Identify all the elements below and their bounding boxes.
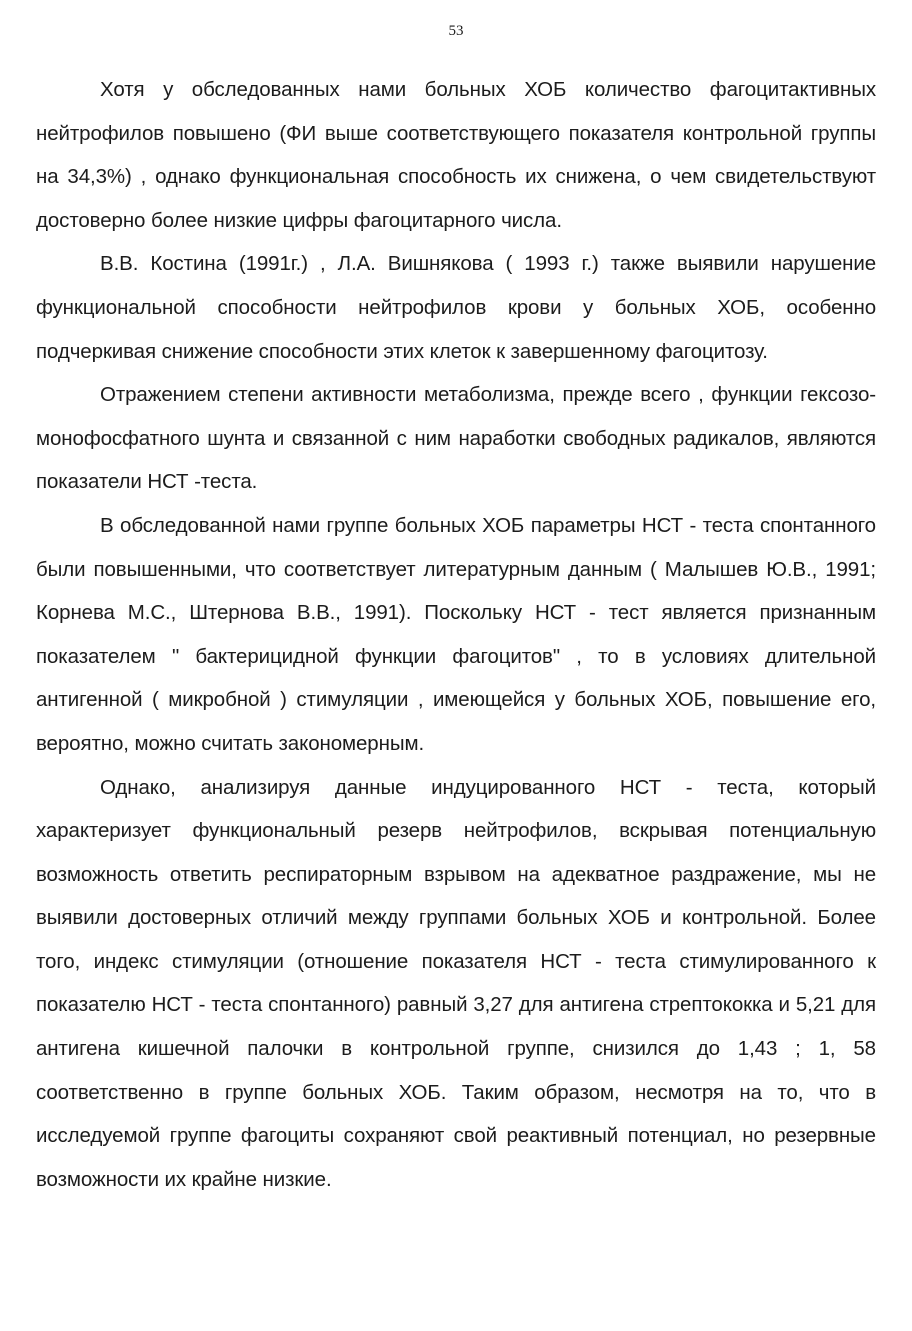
- page-number: 53: [448, 23, 464, 39]
- paragraph-metabolism-nst: Отражением степени активности метаболизма, прежде всего , функции гексозо- монофосфатного шунта и связанной с ним наработки свободных радикалов, являются показатели НСТ -теста.: [36, 383, 876, 494]
- paragraph-induced-nst: Однако, анализируя данные индуцированного НСТ - теста, который характеризует функциональный резерв нейтрофилов, вскрывая потенциальную возможность ответить респираторным взрывом на адекватное раздражение, мы не выявили достоверных отличий между группами больных ХОБ и контрольной. Более того, индекс стимуляции (отношение показателя НСТ - теста стимулированного к показателю НСТ - теста спонтанного) равный 3,27 для антигена стрептококка и 5,21 для антигена кишечной палочки в контрольной группе, снизился до 1,43 ; 1, 58 соответственно в группе больных ХОБ. Таким образом, несмотря на то, что в исследуемой группе фагоциты сохраняют свой реактивный потенциал, но резервные возможности их крайне низкие.: [36, 775, 876, 1191]
- paragraph-kostina-vishnyakova: В.В. Костина (1991г.) , Л.А. Вишнякова ( 1993 г.) также выявили нарушение функциональной способности нейтрофилов крови у больных ХОБ, особенно подчеркивая снижение способности этих клеток к завершенному фагоцитозу.: [36, 252, 876, 363]
- paragraph-phagocytic-activity: Хотя у обследованных нами больных ХОБ количество фагоцитактивных нейтрофилов повышено (ФИ выше соответствующего показателя контрольной группы на 34,3%) , однако функциональная способность их снижена, о чем свидетельствуют достоверно более низкие цифры фагоцитарного числа.: [36, 78, 876, 232]
- paragraph-spontaneous-nst: В обследованной нами группе больных ХОБ параметры НСТ - теста спонтанного были повышенными, что соответствует литературным данным ( Малышев Ю.В., 1991; Корнева М.С., Штернова В.В., 1991). Поскольку НСТ - тест является признанным показателем " бактерицидной функции фагоцитов" , то в условиях длительной антигенной ( микробной ) стимуляции , имеющейся у больных ХОБ, повышение его, вероятно, можно считать закономерным.: [36, 513, 876, 755]
- document-body: [36, 68, 876, 1201]
